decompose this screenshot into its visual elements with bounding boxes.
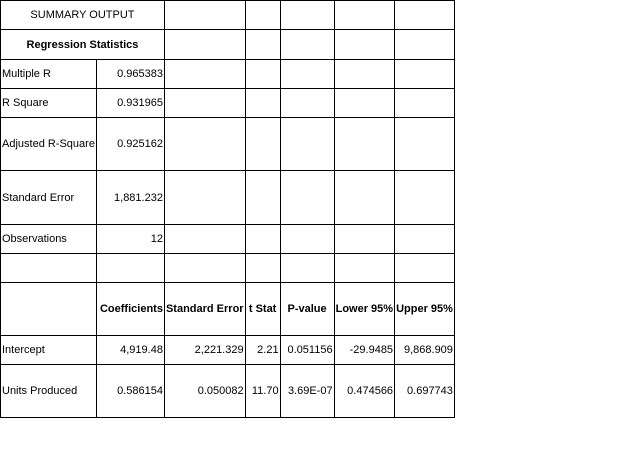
empty-cell: [334, 89, 394, 118]
empty-cell: [245, 225, 280, 254]
empty-cell: [395, 118, 455, 171]
empty-cell: [395, 171, 455, 225]
empty-cell: [334, 254, 394, 283]
column-header: Upper 95%: [395, 283, 455, 336]
empty-cell: [245, 89, 280, 118]
t-stat-cell: 2.21: [245, 336, 280, 365]
stat-value: 0.931965: [96, 89, 164, 118]
empty-cell: [164, 225, 245, 254]
empty-cell: [334, 1, 394, 30]
empty-cell: [164, 60, 245, 89]
row-label: Intercept: [1, 336, 97, 365]
std-error-cell: 0.050082: [164, 365, 245, 418]
empty-cell: [280, 89, 334, 118]
empty-cell: [334, 225, 394, 254]
empty-cell: [395, 60, 455, 89]
stat-label: Observations: [1, 225, 97, 254]
empty-cell: [334, 118, 394, 171]
blank-row: [1, 254, 455, 283]
empty-cell: [334, 60, 394, 89]
regression-statistics-heading: Regression Statistics: [1, 30, 165, 60]
stat-value: 1,881.232: [96, 171, 164, 225]
coefficients-header-row: [1, 283, 455, 336]
stat-label: Standard Error: [1, 171, 97, 225]
table-row: [1, 336, 455, 365]
lower-95-cell: -29.9485: [334, 336, 394, 365]
table-row: [1, 365, 455, 418]
empty-cell: [164, 118, 245, 171]
stat-label: R Square: [1, 89, 97, 118]
empty-cell: [164, 89, 245, 118]
stat-row: [1, 118, 455, 171]
empty-cell: [245, 30, 280, 60]
empty-cell: [245, 1, 280, 30]
stat-row: [1, 171, 455, 225]
stat-row: [1, 225, 455, 254]
empty-cell: [334, 30, 394, 60]
empty-cell: [1, 254, 97, 283]
column-header: Standard Error: [164, 283, 245, 336]
p-value-cell: 0.051156: [280, 336, 334, 365]
empty-cell: [280, 1, 334, 30]
p-value-cell: 3.69E-07: [280, 365, 334, 418]
stat-row: [1, 60, 455, 89]
empty-cell: [280, 60, 334, 89]
section-heading-row: [1, 30, 455, 60]
summary-output-title: SUMMARY OUTPUT: [1, 1, 165, 30]
coefficient-cell: 4,919.48: [96, 336, 164, 365]
empty-cell: [395, 254, 455, 283]
column-header: P-value: [280, 283, 334, 336]
empty-cell: [164, 30, 245, 60]
stat-value: 0.965383: [96, 60, 164, 89]
row-label: Units Produced: [1, 365, 97, 418]
empty-cell: [334, 171, 394, 225]
empty-cell: [395, 225, 455, 254]
empty-cell: [395, 30, 455, 60]
empty-cell: [395, 1, 455, 30]
std-error-cell: 2,221.329: [164, 336, 245, 365]
empty-cell: [280, 225, 334, 254]
empty-cell: [245, 118, 280, 171]
column-header: Lower 95%: [334, 283, 394, 336]
stat-label: Multiple R: [1, 60, 97, 89]
empty-cell: [245, 254, 280, 283]
column-header: Coefficients: [96, 283, 164, 336]
empty-cell: [280, 254, 334, 283]
empty-cell: [280, 30, 334, 60]
stat-value: 12: [96, 225, 164, 254]
empty-cell: [395, 89, 455, 118]
empty-cell: [245, 171, 280, 225]
empty-cell: [96, 254, 164, 283]
empty-cell: [245, 60, 280, 89]
stat-label: Adjusted R-Square: [1, 118, 97, 171]
lower-95-cell: 0.474566: [334, 365, 394, 418]
column-header: t Stat: [245, 283, 280, 336]
empty-cell: [280, 171, 334, 225]
stat-row: [1, 89, 455, 118]
empty-cell: [164, 254, 245, 283]
column-header: [1, 283, 97, 336]
upper-95-cell: 9,868.909: [395, 336, 455, 365]
title-row: [1, 1, 455, 30]
t-stat-cell: 11.70: [245, 365, 280, 418]
empty-cell: [280, 118, 334, 171]
empty-cell: [164, 171, 245, 225]
stat-value: 0.925162: [96, 118, 164, 171]
upper-95-cell: 0.697743: [395, 365, 455, 418]
empty-cell: [164, 1, 245, 30]
coefficient-cell: 0.586154: [96, 365, 164, 418]
